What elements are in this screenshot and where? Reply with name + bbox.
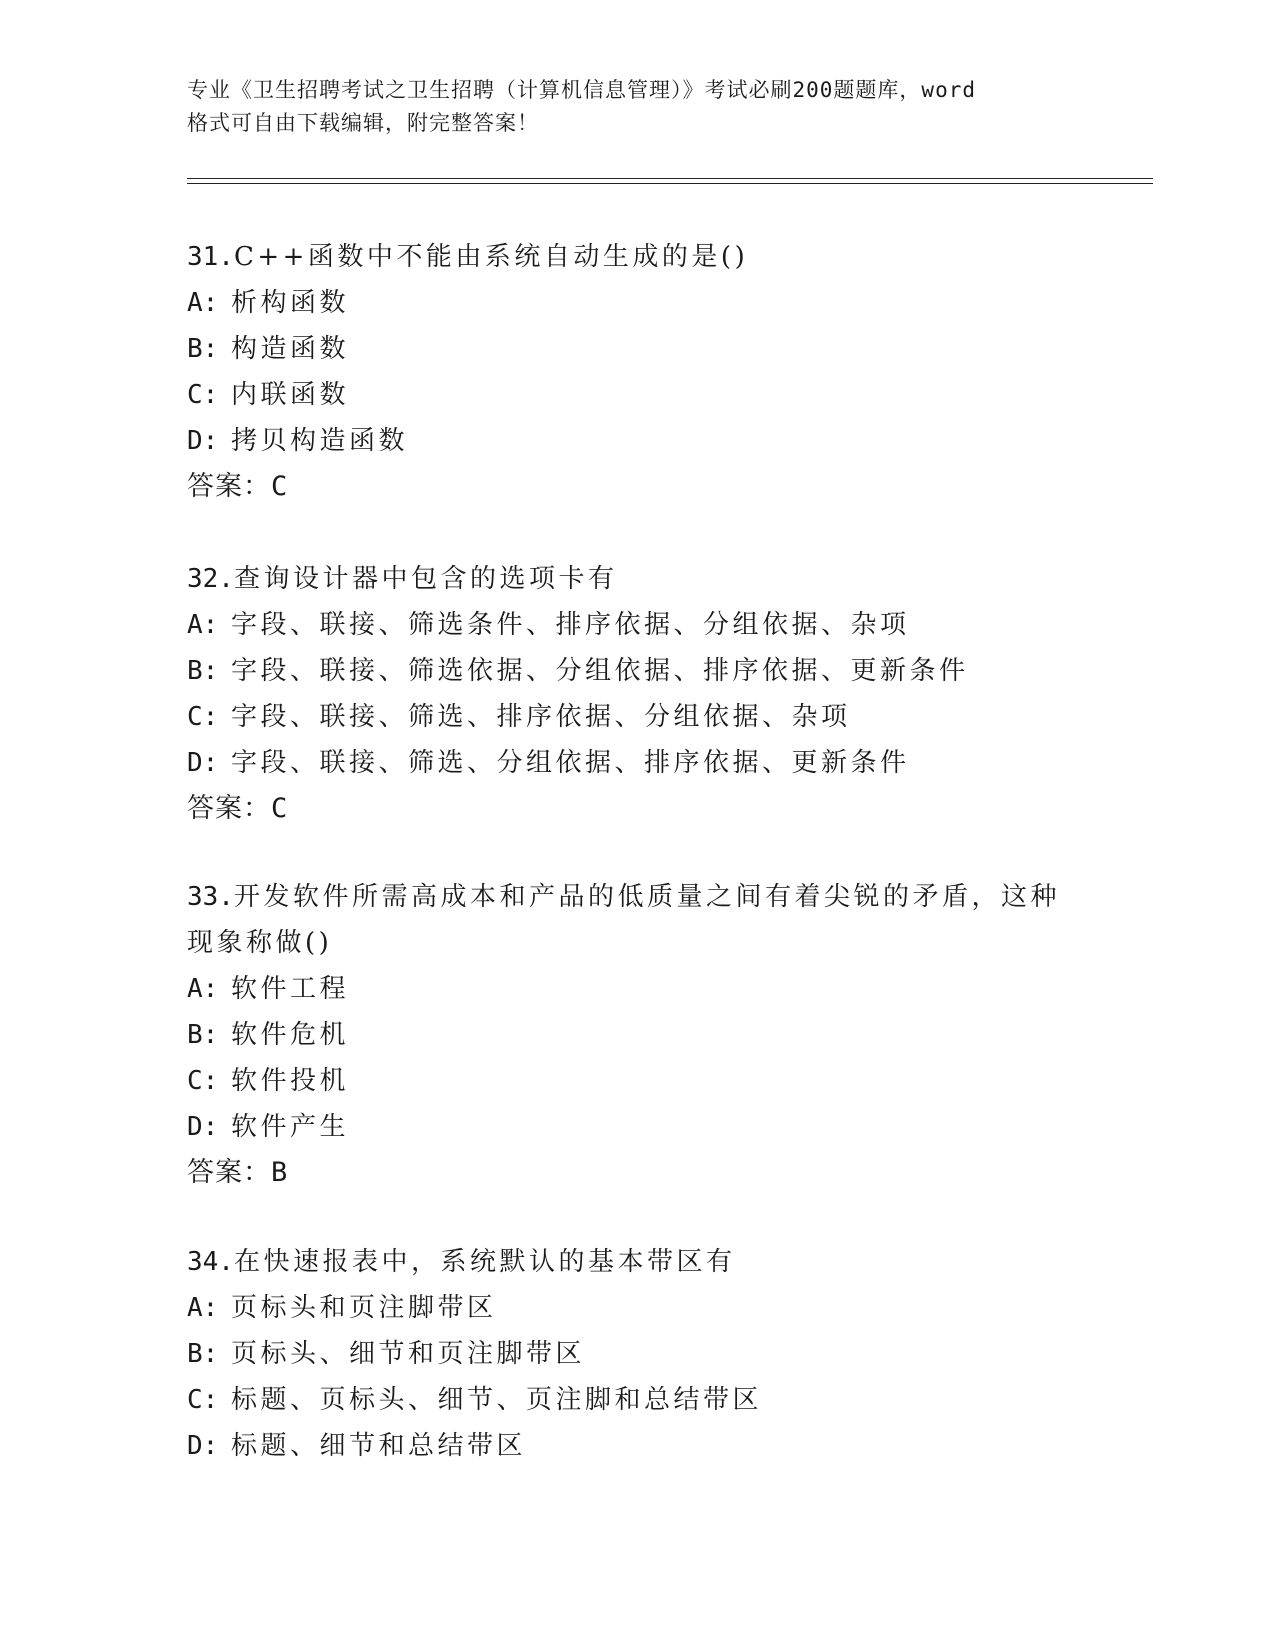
header-line-2: 格式可自由下载编辑，附完整答案！ xyxy=(187,111,539,135)
option-text: 软件投机 xyxy=(231,1066,350,1096)
option-text: 软件工程 xyxy=(231,974,350,1004)
option-key: A: xyxy=(187,974,219,1004)
question-stem xyxy=(187,556,1087,602)
option-key: C: xyxy=(187,380,219,410)
option-key: B: xyxy=(187,656,219,686)
option-d xyxy=(187,1104,1087,1150)
option-key: C: xyxy=(187,702,219,732)
question-number: 32. xyxy=(187,564,234,594)
option-c xyxy=(187,1058,1087,1104)
question-text: C++函数中不能由系统自动生成的是() xyxy=(233,242,749,272)
answer-label: 答案： xyxy=(187,1157,271,1188)
option-text: 标题、细节和总结带区 xyxy=(231,1431,527,1461)
option-b xyxy=(187,1331,1087,1377)
option-text: 字段、联接、筛选、分组依据、排序依据、更新条件 xyxy=(231,748,910,778)
option-key: A: xyxy=(187,1293,219,1323)
option-text: 构造函数 xyxy=(231,334,350,364)
option-key: C: xyxy=(187,1385,219,1415)
option-key: C: xyxy=(187,1066,219,1096)
option-d xyxy=(187,740,1087,786)
option-text: 页标头和页注脚带区 xyxy=(231,1293,497,1323)
header-divider-bottom xyxy=(187,183,1153,184)
option-b xyxy=(187,648,1087,694)
question-number: 33. xyxy=(187,882,234,912)
option-text: 标题、页标头、细节、页注脚和总结带区 xyxy=(231,1385,763,1415)
question-number: 34. xyxy=(187,1247,234,1277)
option-d xyxy=(187,1423,1087,1469)
option-text: 页标头、细节和页注脚带区 xyxy=(231,1339,586,1369)
header-divider-top xyxy=(187,178,1153,179)
option-key: D: xyxy=(187,426,219,456)
option-text: 析构函数 xyxy=(231,288,350,318)
question-text: 在快速报表中，系统默认的基本带区有 xyxy=(233,1247,736,1277)
option-key: A: xyxy=(187,288,219,318)
option-b xyxy=(187,326,1087,372)
answer-value: C xyxy=(271,471,289,502)
document-header xyxy=(187,74,1087,140)
option-key: B: xyxy=(187,1020,219,1050)
answer-value: B xyxy=(271,1157,289,1188)
option-c xyxy=(187,1377,1087,1423)
option-text: 内联函数 xyxy=(231,380,350,410)
answer-label: 答案： xyxy=(187,793,271,824)
option-d xyxy=(187,418,1087,464)
option-a xyxy=(187,602,1087,648)
option-a xyxy=(187,280,1087,326)
answer-label: 答案： xyxy=(187,471,271,502)
option-text: 字段、联接、筛选、排序依据、分组依据、杂项 xyxy=(231,702,851,732)
question-31 xyxy=(187,234,1087,510)
answer-value: C xyxy=(271,793,289,824)
question-32 xyxy=(187,556,1087,832)
option-text: 拷贝构造函数 xyxy=(231,426,409,456)
option-a xyxy=(187,966,1087,1012)
option-text: 软件危机 xyxy=(231,1020,350,1050)
option-key: D: xyxy=(187,1112,219,1142)
question-stem xyxy=(187,234,1087,280)
answer-line xyxy=(187,464,1087,510)
answer-line xyxy=(187,786,1087,832)
option-key: A: xyxy=(187,610,219,640)
question-34 xyxy=(187,1239,1087,1469)
option-key: B: xyxy=(187,334,219,364)
option-key: B: xyxy=(187,1339,219,1369)
option-c xyxy=(187,372,1087,418)
option-b xyxy=(187,1012,1087,1058)
option-c xyxy=(187,694,1087,740)
question-stem xyxy=(187,874,1087,966)
question-33 xyxy=(187,874,1087,1196)
answer-line xyxy=(187,1150,1087,1196)
option-key: D: xyxy=(187,748,219,778)
option-text: 字段、联接、筛选依据、分组依据、排序依据、更新条件 xyxy=(231,656,969,686)
option-text: 软件产生 xyxy=(231,1112,350,1142)
question-text: 查询设计器中包含的选项卡有 xyxy=(233,564,618,594)
option-key: D: xyxy=(187,1431,219,1461)
question-text: 开发软件所需高成本和产品的低质量之间有着尖锐的矛盾，这种现象称做() xyxy=(187,882,1060,958)
option-text: 字段、联接、筛选条件、排序依据、分组依据、杂项 xyxy=(231,610,910,640)
option-a xyxy=(187,1285,1087,1331)
question-number: 31. xyxy=(187,242,234,272)
header-line-1: 专业《卫生招聘考试之卫生招聘（计算机信息管理）》考试必刷200题题库，word xyxy=(187,78,976,102)
question-stem xyxy=(187,1239,1087,1285)
